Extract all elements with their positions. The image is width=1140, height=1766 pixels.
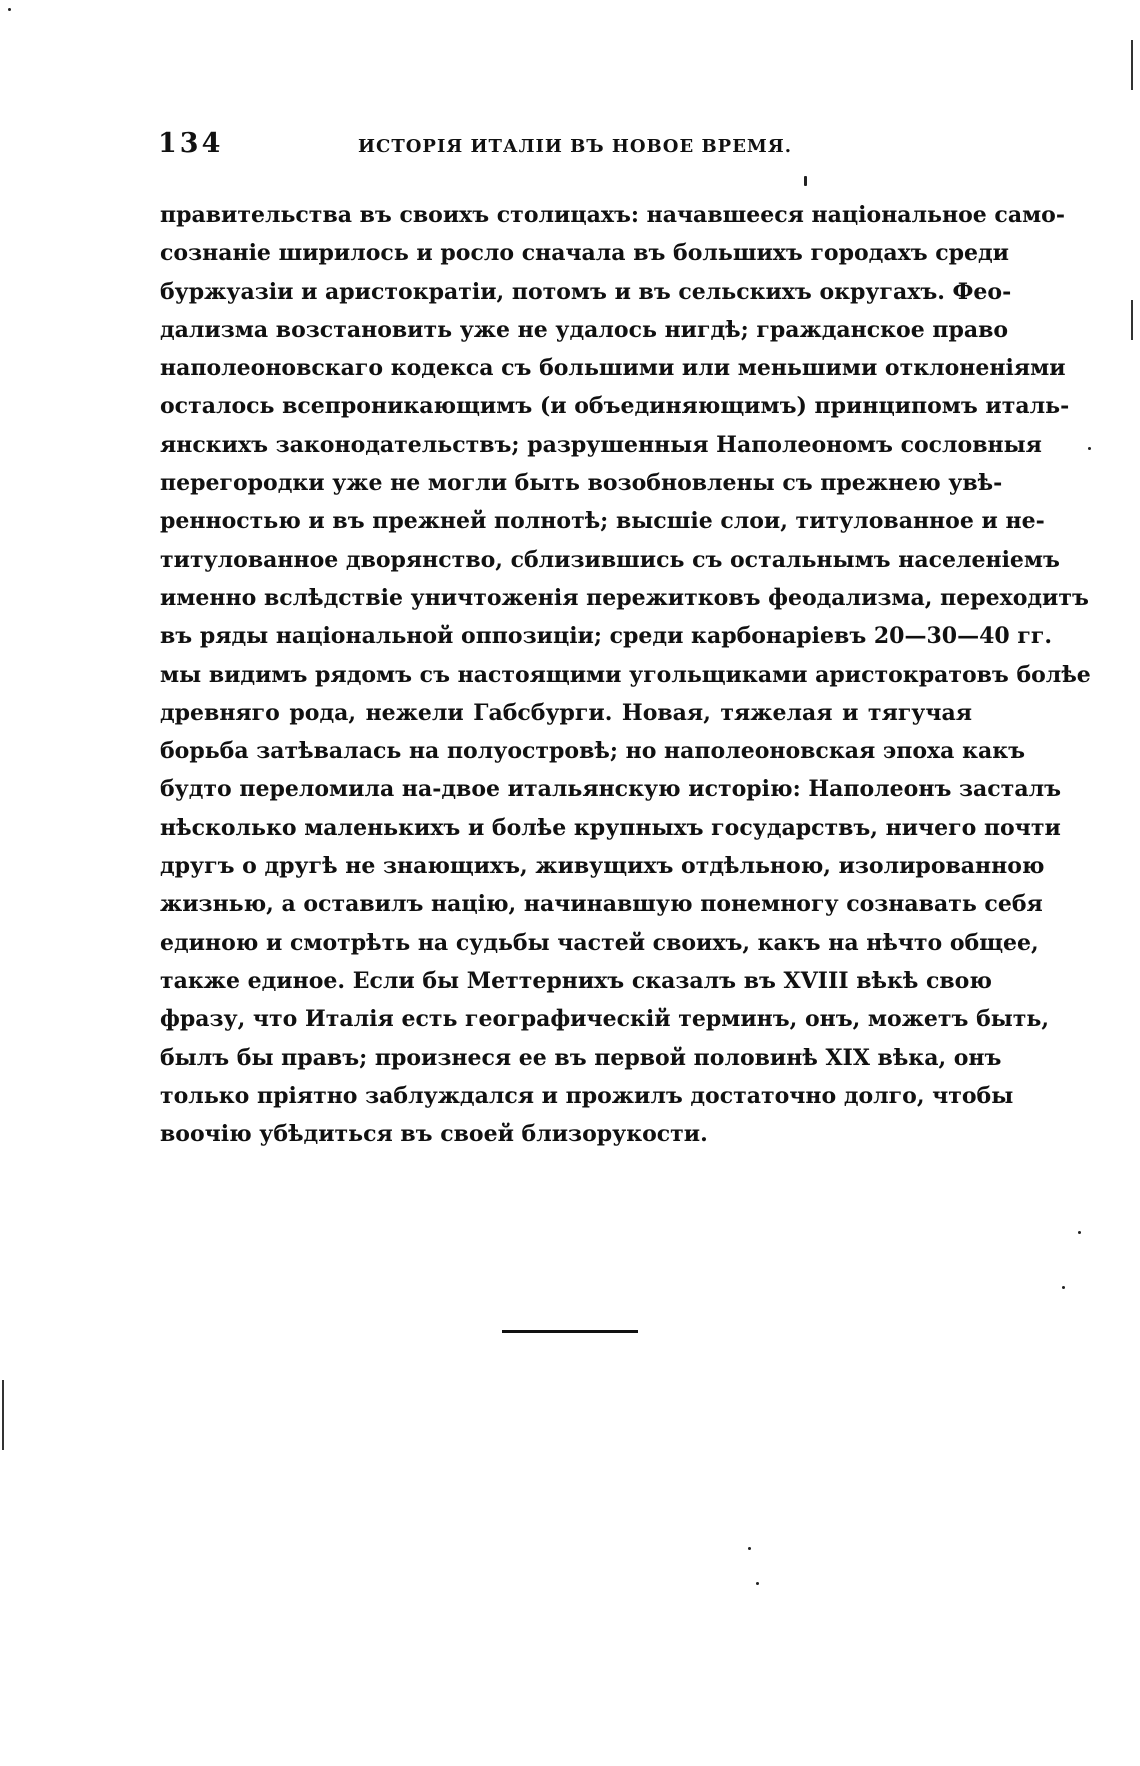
text-line: фразу, что Италія есть географическій терминъ, онъ, можетъ быть, bbox=[160, 1006, 1050, 1033]
text-line: мы видимъ рядомъ съ настоящими угольщиками аристократовъ болѣе bbox=[160, 661, 1091, 688]
text-line: борьба затѣвалась на полуостровѣ; но наполеоновская эпоха какъ bbox=[160, 738, 1025, 765]
text-line: другъ о другѣ не знающихъ, живущихъ отдѣльною, изолированною bbox=[160, 853, 1045, 880]
text-line: будто переломила на-двое итальянскую исторію: Наполеонъ засталъ bbox=[160, 776, 1061, 803]
text-line-last: воочію убѣдиться въ своей близорукости. bbox=[160, 1121, 708, 1148]
text-line: наполеоновскаго кодекса съ большими или меньшими отклоненіями bbox=[160, 355, 1066, 382]
text-line: буржуазіи и аристократіи, потомъ и въ сельскихъ округахъ. Фео- bbox=[160, 278, 1012, 305]
text-line: осталось всепроникающимъ (и объединяющимъ) принципомъ италь- bbox=[160, 393, 1070, 420]
text-line: только пріятно заблуждался и прожилъ достаточно долго, чтобы bbox=[160, 1082, 1014, 1109]
text-line: въ ряды національной оппозиціи; среди карбонаріевъ 20—30—40 гг. bbox=[160, 623, 1052, 650]
text-line: титулованное дворянство, сблизившись съ остальнымъ населеніемъ bbox=[160, 546, 1060, 573]
scan-speck bbox=[1078, 1231, 1081, 1234]
text-line: единою и смотрѣть на судьбы частей своихъ, какъ на нѣчто общее, bbox=[160, 929, 1039, 956]
scan-speck bbox=[756, 1582, 759, 1585]
text-line: ренностью и въ прежней полнотѣ; высшіе слои, титулованное и не- bbox=[160, 508, 1045, 535]
running-head: ИСТОРІЯ ИТАЛІИ ВЪ НОВОЕ ВРЕМЯ. bbox=[358, 136, 792, 157]
page-number: 134 bbox=[158, 128, 224, 159]
body-paragraph bbox=[160, 196, 1091, 1153]
text-line: жизнью, а оставилъ націю, начинавшую понемногу сознавать себя bbox=[160, 891, 1043, 918]
scan-speck bbox=[1088, 447, 1091, 450]
text-line: былъ бы правъ; произнеся ее въ первой половинѣ XIX вѣка, онъ bbox=[160, 1044, 1002, 1071]
text-line: древняго рода, нежели Габсбурги. Новая, тяжелая и тягучая bbox=[160, 699, 972, 726]
text-line: сознаніе ширилось и росло сначала въ большихъ городахъ среди bbox=[160, 240, 1009, 267]
text-line: янскихъ законодательствъ; разрушенныя Наполеономъ сословныя bbox=[160, 431, 1042, 458]
text-line: именно вслѣдствіе уничтоженія пережитковъ феодализма, переходитъ bbox=[160, 584, 1089, 611]
scan-edge-mark bbox=[1131, 300, 1133, 340]
text-line: нѣсколько маленькихъ и болѣе крупныхъ государствъ, ничего почти bbox=[160, 814, 1061, 841]
text-line: также единое. Если бы Меттернихъ сказалъ въ XVIII вѣкѣ свою bbox=[160, 967, 992, 994]
scan-speck bbox=[748, 1547, 751, 1550]
text-line: правительства въ своихъ столицахъ: начавшееся національное само- bbox=[160, 202, 1065, 228]
scan-edge-mark bbox=[2, 1380, 4, 1450]
text-line: перегородки уже не могли быть возобновлены съ прежнею увѣ- bbox=[160, 470, 1003, 497]
scan-speck bbox=[804, 176, 807, 186]
scan-speck bbox=[8, 8, 11, 11]
text-line: дализма возстановить уже не удалось нигдѣ; гражданское право bbox=[160, 316, 1009, 343]
section-divider bbox=[502, 1330, 638, 1333]
scan-speck bbox=[1062, 1286, 1065, 1289]
scan-edge-mark bbox=[1131, 40, 1133, 90]
